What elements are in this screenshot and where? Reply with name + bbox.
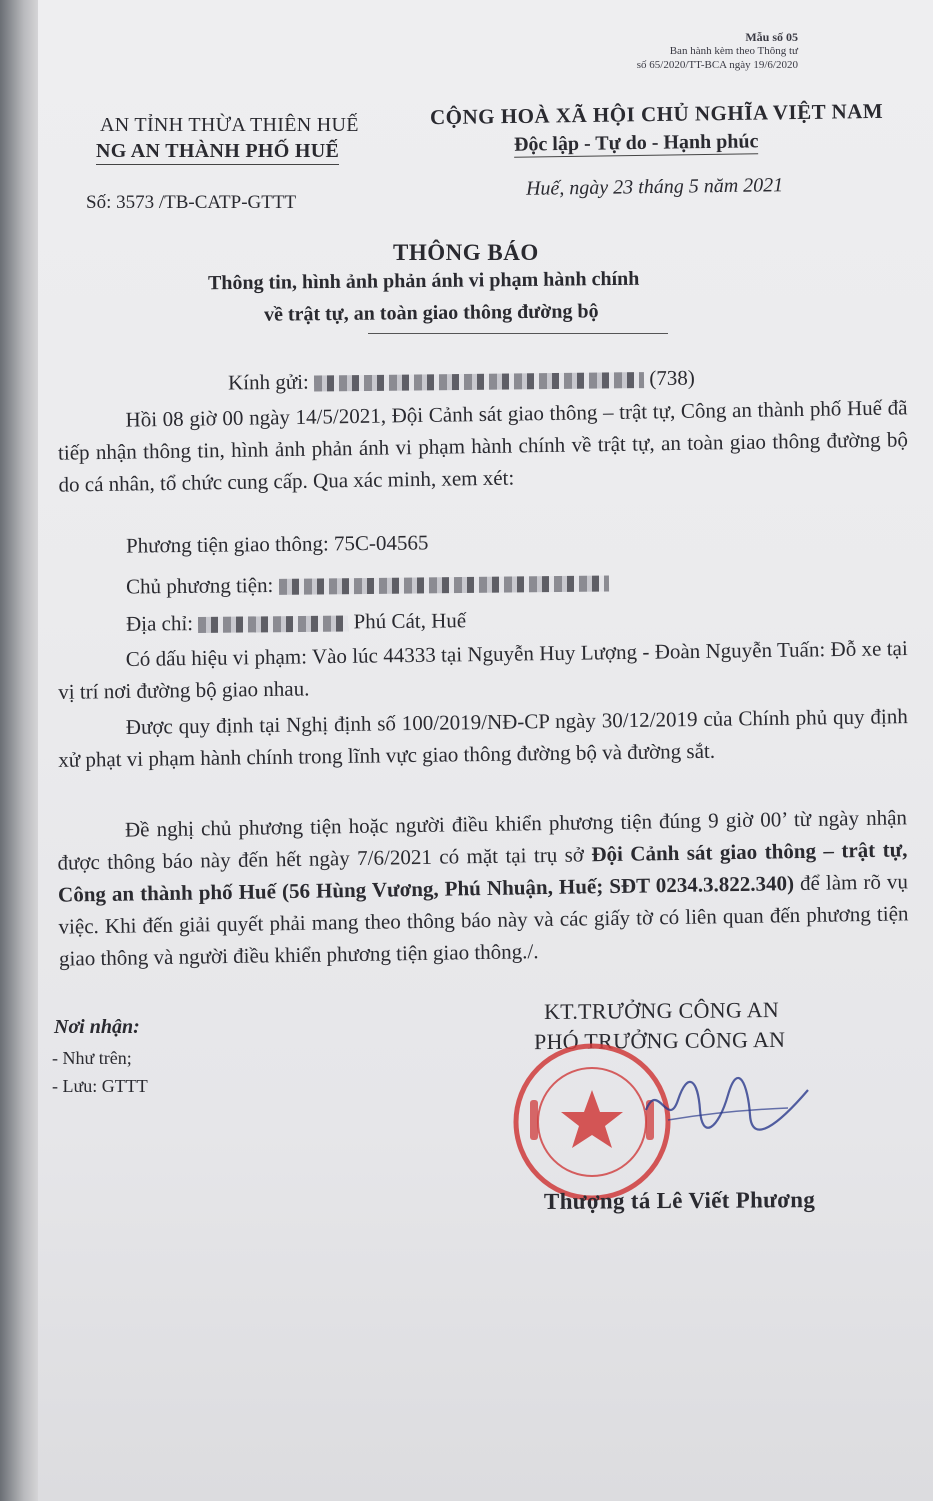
title-underline — [368, 333, 668, 334]
recipients-heading: Nơi nhận: — [54, 1016, 140, 1038]
redacted-recipient — [314, 372, 644, 391]
document-title: THÔNG BÁO — [393, 240, 539, 265]
request-start: Đề nghị chủ phương tiện hoặc người điều khiển phương tiện đúng 9 giờ 00’ từ ngày nhận được thông báo này đến hết ngày 7/6/2021 có mặt tại trụ sở — [57, 805, 908, 875]
page-shadow — [0, 0, 40, 1501]
greeting-suffix: (738) — [649, 365, 695, 391]
paragraph-violation: Có dấu hiệu vi phạm: Vào lúc 44333 tại Nguyễn Huy Lượng - Đoàn Nguyễn Tuấn: Đỗ xe tại vị trí nơi đường bộ giao nhau. — [58, 636, 908, 704]
recipients-list — [52, 1044, 148, 1100]
handwritten-signature-icon — [638, 1070, 818, 1140]
form-note — [598, 30, 798, 72]
paragraph-regulation: Được quy định tại Nghị định số 100/2019/NĐ-CP ngày 30/12/2019 của Chính phủ quy định xử phạt vi phạm hành chính trong lĩnh vực giao thông đường bộ và đường sắt. — [58, 704, 908, 772]
vehicle-line: Phương tiện giao thông: 75C-04565 — [125, 530, 429, 558]
request-office: Đội Cảnh sát giao thông – trật tự, Công an thành phố Huế (56 Hùng Vương, Phú Nhuận, Huế; SĐT 0234.3.822.340) — [57, 837, 908, 907]
agency-line-2: NG AN THÀNH PHỐ HUẾ — [96, 140, 339, 165]
signer-name: Thượng tá Lê Viết Phương — [543, 1187, 816, 1214]
owner-line — [126, 565, 609, 602]
nation-name: CỘNG HOÀ XÃ HỘI CHỦ NGHĨA VIỆT NAM — [429, 98, 884, 130]
agency-line-1: AN TỈNH THỪA THIÊN HUẾ — [100, 114, 359, 136]
form-issued-by: Ban hành kèm theo Thông tư — [669, 45, 798, 57]
document-subtitle-2: về trật tự, an toàn giao thông đường bộ — [263, 300, 599, 326]
form-number: Mẫu số 05 — [745, 30, 798, 44]
document-page — [38, 0, 933, 1501]
place-date: Huế, ngày 23 tháng 5 năm 2021 — [525, 174, 784, 200]
national-motto: Độc lập - Tự do - Hạnh phúc — [513, 130, 759, 156]
signature-title-2: PHÓ TRƯỞNG CÔNG AN — [533, 1026, 786, 1055]
paragraph-request — [57, 801, 909, 974]
document-number: Số: 3573 /TB-CATP-GTTT — [86, 192, 297, 213]
greeting-label: Kính gửi: — [227, 369, 309, 395]
form-circular: số 65/2020/TT-BCA ngày 19/6/2020 — [636, 59, 798, 71]
paragraph-intro: Hồi 08 giờ 00 ngày 14/5/2021, Đội Cảnh sát giao thông – trật tự, Công an thành phố Huế đã tiếp nhận thông tin, hình ảnh phản ánh vi phạm hành chính về trật tự, an toàn giao thông đường bộ do cá nhân, tổ chức cung cấp. Qua xác minh, xem xét: — [57, 395, 909, 497]
redacted-address — [198, 616, 348, 634]
document-subtitle-1: Thông tin, hình ảnh phản ánh vi phạm hành chính — [207, 267, 640, 295]
request-end: để làm rõ vụ việc. Khi đến giải quyết phải mang theo thông báo này và các giấy tờ có liên quan đến phương tiện giao thông và người điều khiển phương tiện giao thông./. — [58, 869, 909, 971]
address-label: Địa chỉ: — [125, 611, 194, 636]
address-suffix: Phú Cát, Huế — [353, 608, 467, 634]
greeting — [228, 362, 695, 399]
redacted-owner — [279, 576, 609, 595]
signature-title-1: KT.TRƯỞNG CÔNG AN — [543, 996, 780, 1025]
recipient-item: - Như trên; — [52, 1048, 132, 1068]
address-line — [126, 604, 466, 640]
recipient-item: - Lưu: GTTT — [52, 1076, 148, 1096]
owner-label: Chủ phương tiện: — [125, 572, 274, 599]
